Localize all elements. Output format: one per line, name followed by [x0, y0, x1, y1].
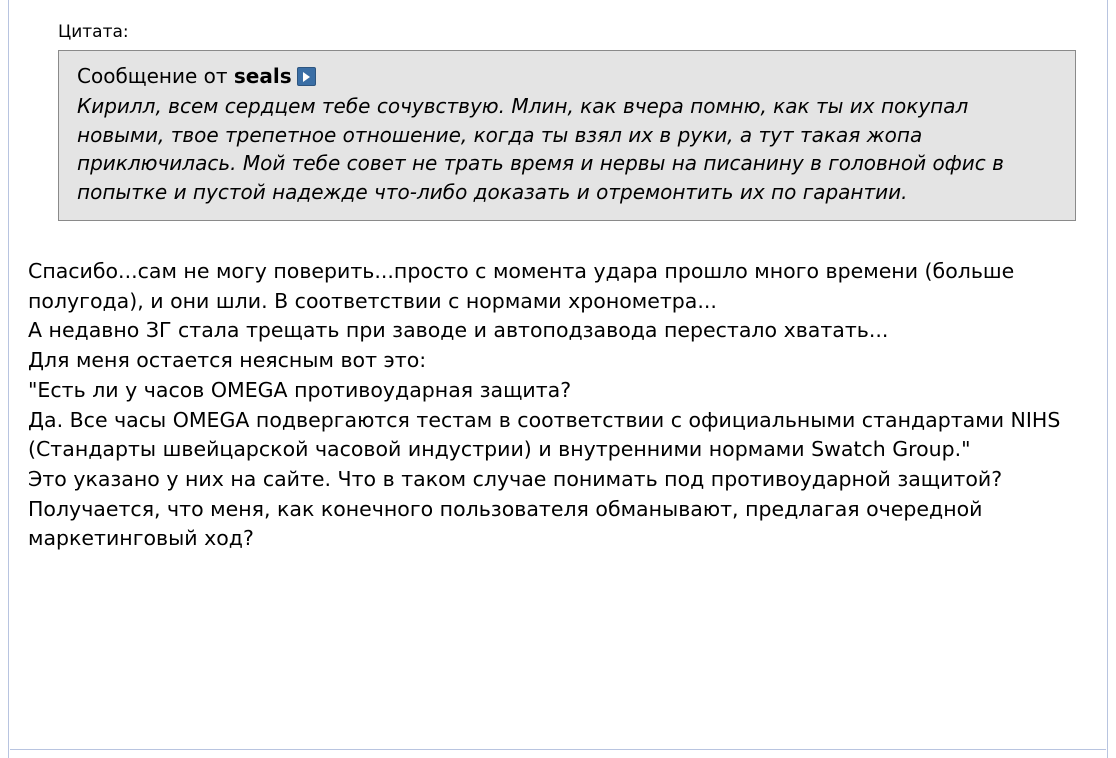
post-paragraph: Да. Все часы OMEGA подвергаются тестам в соответствии с официальными стандартами NIHS (Стандарты швейцарской часовой индустрии) и внутренними нормами Swatch Group." [28, 407, 1061, 462]
post-paragraph: "Есть ли у часов OMEGA противоударная защита? [28, 377, 572, 402]
go-to-post-icon[interactable] [297, 67, 316, 86]
post-paragraph: Это указано у них на сайте. Что в таком случае понимать под противоударной защитой? [28, 466, 1003, 491]
quote-label: Цитата: [58, 22, 129, 42]
right-frame-border [1107, 0, 1116, 758]
post-message [28, 257, 1082, 554]
left-frame-border [0, 0, 9, 758]
post-paragraph: А недавно ЗГ стала трещать при заводе и автоподзавода перестало хватать... [28, 318, 889, 343]
post-paragraph: Получается, что меня, как конечного пользователя обманывают, предлагая очередной маркетинговый ход? [28, 496, 983, 551]
post-paragraph: Для меня остается неясным вот это: [28, 348, 427, 373]
quote-text: Кирилл, всем сердцем тебе сочувствую. Млин, как вчера помню, как ты их покупал новыми, твое трепетное отношение, когда ты взял их в руки, а тут такая жопа приключилась. Мой тебе совет не трать время и нервы на писанину в головной офис в попытке и пустой надежде что-либо доказать и отремонтить их по гарантии. [77, 94, 1004, 204]
post-content [10, 0, 1106, 749]
quote-header-prefix: Сообщение от [77, 64, 234, 89]
quote-header [77, 63, 1057, 90]
quote-author: seals [233, 64, 292, 89]
quote-block [58, 50, 1076, 221]
post-paragraph: Спасибо...сам не могу поверить...просто с момента удара прошло много времени (больше полугода), и они шли. В соответствии с нормами хронометра... [28, 258, 1015, 313]
bottom-divider [10, 749, 1106, 750]
